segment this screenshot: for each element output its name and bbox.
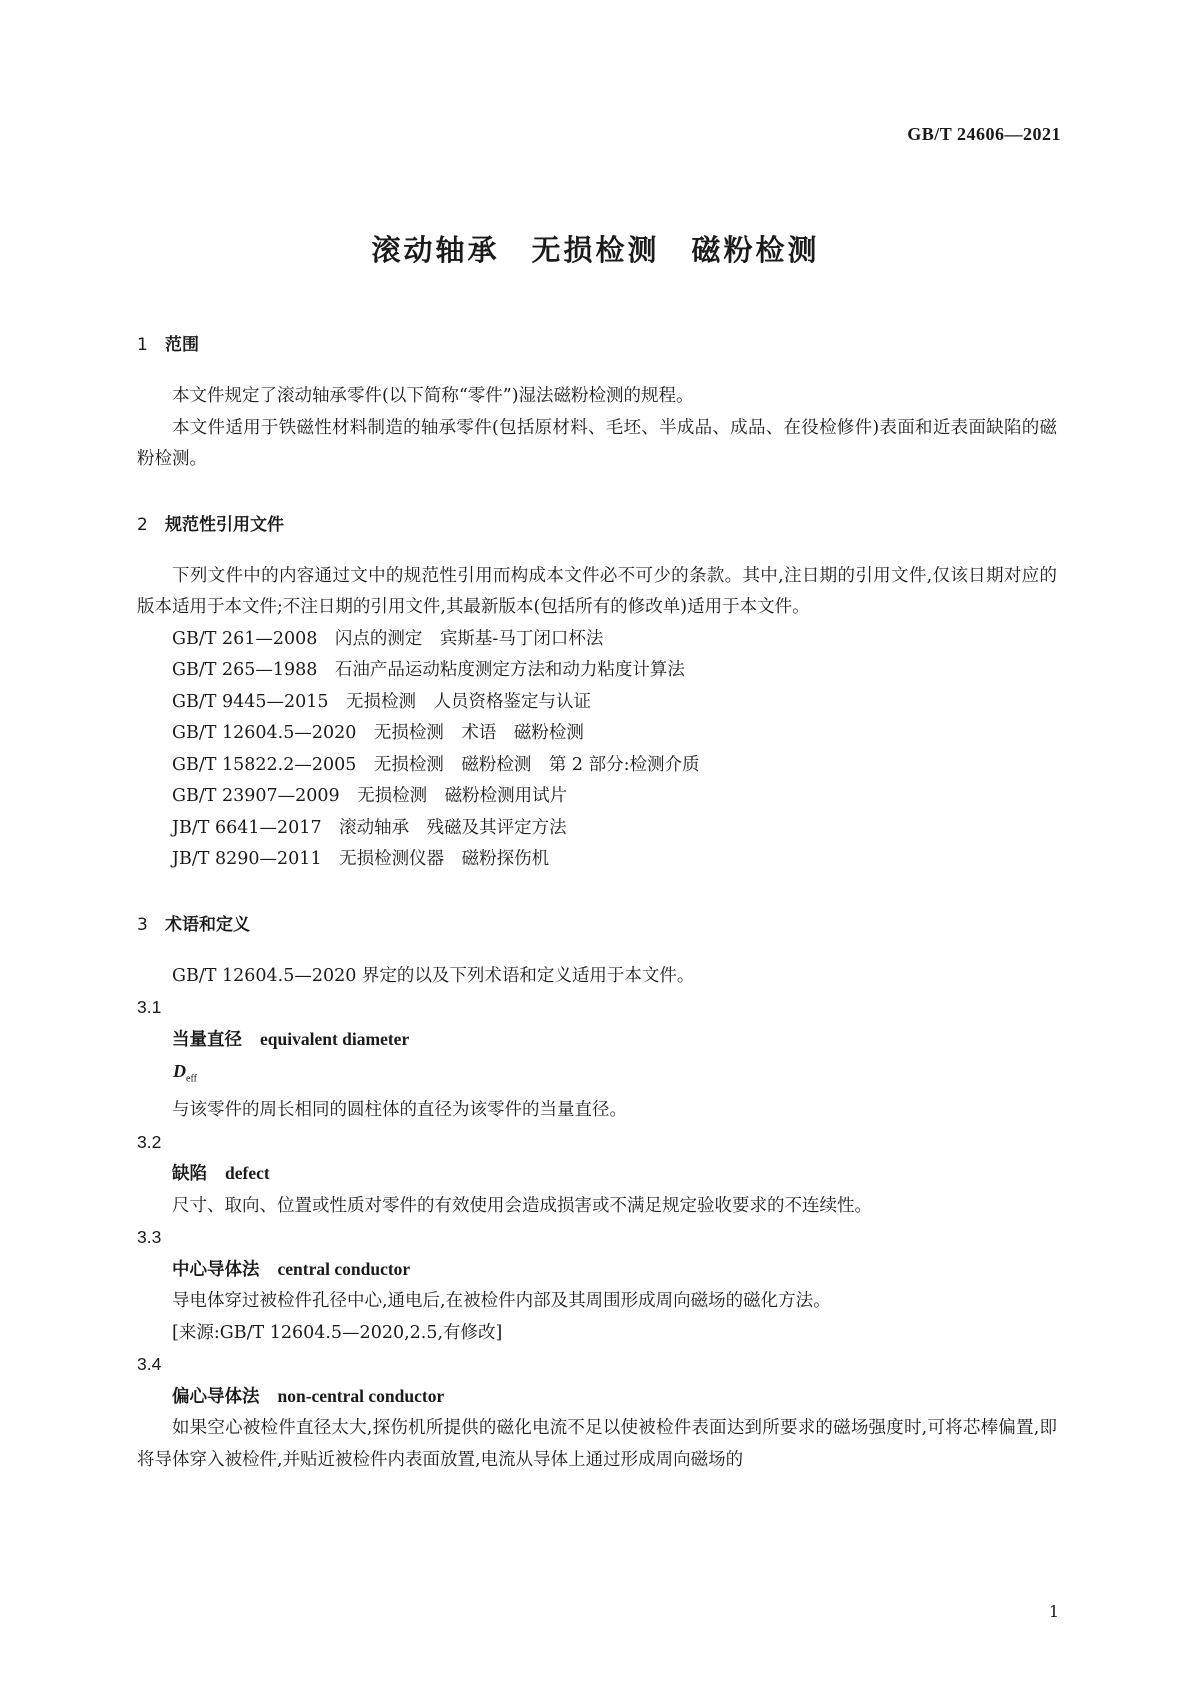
paragraph: 下列文件中的内容通过文中的规范性引用而构成本文件必不可少的条款。其中,注日期的引用文件,仅该日期对应的版本适用于本文件;不注日期的引用文件,其最新版本(包括所有的修改单)适用于本文件。 xyxy=(137,565,1057,617)
paragraph: 本文件适用于铁磁性材料制造的轴承零件(包括原材料、毛坯、半成品、成品、在役检修件)表面和近表面缺陷的磁粉检测。 xyxy=(137,417,1057,469)
reference-item: GB/T 23907—2009 无损检测 磁粉检测用试片 xyxy=(172,786,568,806)
section-normative-references xyxy=(137,510,1057,876)
reference-item: GB/T 9445—2015 无损检测 人员资格鉴定与认证 xyxy=(172,691,592,712)
term-definition: 如果空心被检件直径太大,探伤机所提供的磁化电流不足以使被检件表面达到所要求的磁场强度时,可将芯棒偏置,即将导体穿入被检件,并贴近被检件内表面放置,电流从导体上通过形成周向磁场的 xyxy=(137,1418,1057,1470)
section-scope xyxy=(137,330,1057,476)
term-name-en: equivalent diameter xyxy=(260,1028,410,1049)
term-name xyxy=(137,1254,1057,1287)
term-definition: 与该零件的周长相同的圆柱体的直径为该零件的当量直径。 xyxy=(172,1100,627,1121)
section-heading xyxy=(137,330,1057,355)
term-name xyxy=(137,1158,1057,1191)
section-heading xyxy=(137,510,1057,535)
term-name-en: non-central conductor xyxy=(277,1385,445,1406)
section-number: 1 xyxy=(137,335,148,355)
paragraph: 本文件规定了滚动轴承零件(以下简称“零件”)湿法磁粉检测的规程。 xyxy=(172,386,694,406)
term-number: 3.1 xyxy=(137,997,162,1017)
term-number: 3.4 xyxy=(137,1354,162,1375)
section-title: 规范性引用文件 xyxy=(165,514,284,535)
document-body xyxy=(137,330,1057,1476)
reference-item: GB/T 265—1988 石油产品运动粘度测定方法和动力粘度计算法 xyxy=(172,660,685,680)
reference-item: GB/T 12604.5—2020 无损检测 术语 磁粉检测 xyxy=(172,723,584,743)
symbol-main: D xyxy=(173,1061,186,1081)
standard-code: GB/T 24606—2021 xyxy=(907,124,1061,144)
term-definition: 尺寸、取向、位置或性质对零件的有效使用会造成损害或不满足规定验收要求的不连续性。 xyxy=(172,1195,872,1216)
section-title: 范围 xyxy=(165,335,199,355)
page-number: 1 xyxy=(1048,1602,1059,1621)
term-name-zh: 当量直径 xyxy=(172,1029,242,1050)
term-number: 3.2 xyxy=(137,1131,162,1152)
section-title: 术语和定义 xyxy=(165,914,250,935)
reference-item: JB/T 8290—2011 无损检测仪器 磁粉探伤机 xyxy=(172,849,550,869)
section-number: 3 xyxy=(137,914,148,935)
reference-item: GB/T 15822.2—2005 无损检测 磁粉检测 第 2 部分:检测介质 xyxy=(172,754,700,775)
term-symbol xyxy=(137,1056,1057,1095)
term-name xyxy=(137,1381,1057,1414)
term-name-zh: 偏心导体法 xyxy=(172,1386,260,1407)
term-name-en: central conductor xyxy=(277,1258,411,1279)
reference-item: GB/T 261—2008 闪点的测定 宾斯基-马丁闭口杯法 xyxy=(172,628,604,649)
term-number: 3.3 xyxy=(137,1227,162,1248)
section-number: 2 xyxy=(137,514,148,535)
symbol-subscript: eff xyxy=(186,1073,197,1085)
term-name-zh: 中心导体法 xyxy=(172,1259,260,1280)
term-name xyxy=(137,1024,1057,1057)
reference-item: JB/T 6641—2017 滚动轴承 残磁及其评定方法 xyxy=(172,817,567,838)
term-name-en: defect xyxy=(225,1163,270,1184)
term-name-zh: 缺陷 xyxy=(172,1164,207,1185)
section-heading xyxy=(137,910,1057,935)
paragraph: GB/T 12604.5—2020 界定的以及下列术语和定义适用于本文件。 xyxy=(172,965,695,986)
document-title: 滚动轴承 无损检测 磁粉检测 xyxy=(371,233,820,267)
section-terms-definitions xyxy=(137,910,1057,1477)
term-source: [来源:GB/T 12604.5—2020,2.5,有修改] xyxy=(172,1322,503,1343)
term-definition: 导电体穿过被检件孔径中心,通电后,在被检件内部及其周围形成周向磁场的磁化方法。 xyxy=(172,1291,831,1312)
